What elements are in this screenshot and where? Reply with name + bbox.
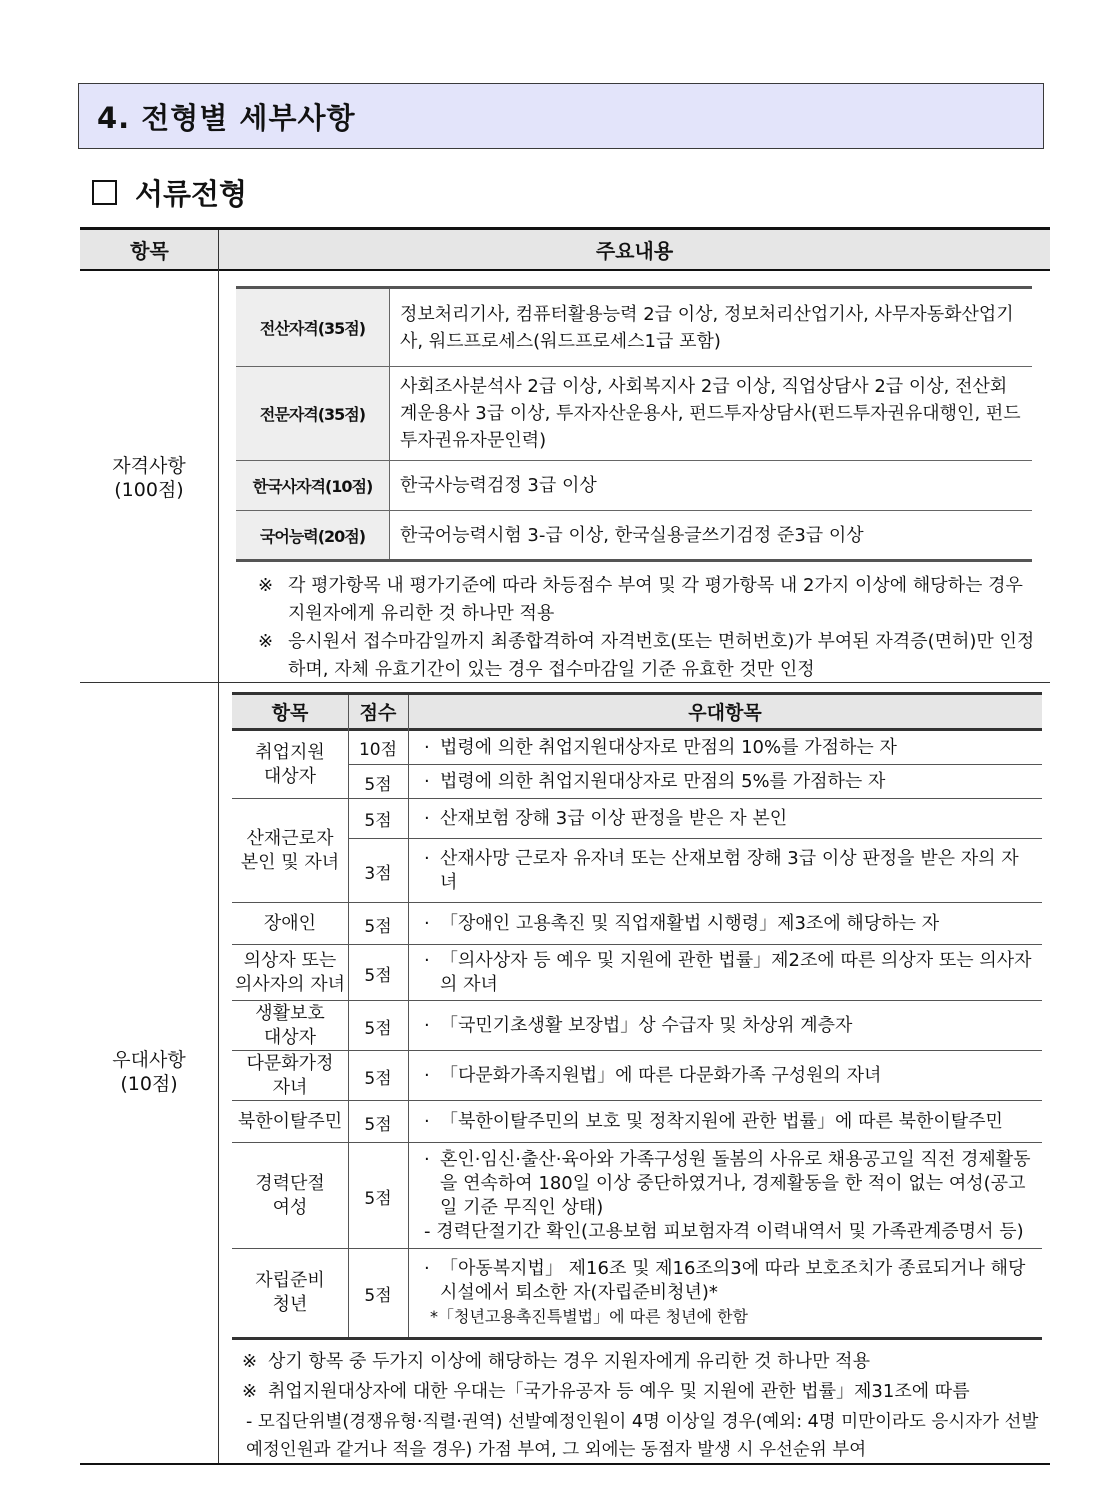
preference-desc: 「다문화가족지원법」에 따른 다문화가족 구성원의 자녀 [440, 1065, 882, 1086]
preference-desc-cell [424, 1143, 1034, 1249]
preference-score: 5점 [364, 965, 392, 986]
qualification-row-value: 사회조사분석사 2급 이상, 사회복지사 2급 이상, 직업상담사 2급 이상, 전산회계운용사 3급 이상, 투자자산운용사, 펀드투자상담사(펀드투자권유대행인, 펀드투자권유자문인력) [400, 376, 1021, 451]
preference-desc: 「국민기초생활 보장법」상 수급자 및 차상위 계층자 [440, 1015, 853, 1036]
qualification-row-label: 국어능력(20점) [236, 511, 390, 559]
preference-desc-cell [424, 799, 1034, 838]
section-title: 4. 전형별 세부사항 [78, 83, 1044, 149]
bullet-icon: · [424, 807, 430, 829]
bullet-icon: · [424, 1015, 430, 1036]
qualification-row [236, 367, 1032, 461]
preference-desc: 「장애인 고용촉진 및 직업재활법 시행령」제3조에 해당하는 자 [440, 913, 940, 934]
bullet-icon: · [424, 1065, 430, 1086]
preference-desc: 「아동복지법」 제16조 및 제16조의3에 따라 보호조치가 종료되거나 해당시설에서 퇴소한 자(자립준비청년)* [440, 1258, 1026, 1303]
note-mark: ※ [258, 575, 274, 596]
preference-desc-cell [424, 839, 1034, 903]
header-content: 주요내용 [595, 239, 674, 263]
preference-item-name: 자립준비 청년 [255, 1270, 325, 1315]
preference-score: 3점 [364, 863, 392, 884]
preference-item-name: 북한이탈주민 [237, 1110, 343, 1132]
preference-score: 5점 [364, 774, 392, 795]
preference-sub-row [348, 799, 1042, 839]
bullet-icon: · [424, 848, 430, 869]
preference-sub-row [348, 731, 1042, 765]
preference-note [242, 1348, 1042, 1376]
preference-desc: 산재보험 장해 3급 이상 판정을 받은 자 본인 [440, 807, 788, 829]
preference-row [232, 945, 1042, 1001]
qualification-note [258, 628, 1044, 684]
preference-sub-row [348, 839, 1042, 903]
preference-row [232, 1249, 1042, 1337]
preference-desc: 산재사망 근로자 유자녀 또는 산재보험 장해 3급 이상 판정을 받은 자의 자녀 [440, 848, 1019, 893]
preference-extra: *「청년고용촉진특별법」에 따른 청년에 한함 [430, 1307, 749, 1326]
qualification-row [236, 289, 1032, 367]
bullet-icon: · [424, 913, 430, 934]
preference-label-name: 우대사항 [112, 1049, 186, 1071]
preference-row [232, 1001, 1042, 1051]
preference-desc: 법령에 의한 취업지원대상자로 만점의 10%를 가점하는 자 [440, 736, 897, 758]
preference-table [232, 692, 1042, 1340]
note-mark: ※ [258, 631, 274, 652]
header-item: 항목 [130, 239, 169, 263]
note-text: 응시원서 접수마감일까지 최종합격하여 자격번호(또는 면허번호)가 부여된 자격증(면허)만 인정하며, 자체 유효기간이 있는 경우 접수마감일 기준 유효한 것만 인정 [288, 631, 1035, 680]
bullet-icon: · [424, 1111, 430, 1132]
preference-desc-cell [424, 903, 1034, 945]
preference-score: 5점 [364, 1068, 392, 1089]
preference-sub-row [348, 1249, 1042, 1337]
qualification-label-name: 자격사항 [112, 455, 186, 477]
preference-desc-cell [424, 1101, 1034, 1143]
qualification-note [258, 572, 1044, 628]
bullet-icon: · [424, 771, 430, 792]
preference-score: 5점 [364, 916, 392, 937]
preference-row [232, 903, 1042, 945]
preference-score: 5점 [364, 1188, 392, 1209]
preference-item-name: 의상자 또는 의사자의 자녀 [234, 949, 346, 995]
preference-label [80, 1048, 218, 1096]
preference-desc: 「북한이탈주민의 보호 및 정착지원에 관한 법률」에 따른 북한이탈주민 [440, 1111, 1003, 1132]
preference-desc-cell [424, 1249, 1034, 1337]
pref-header-item: 항목 [271, 702, 309, 724]
preference-item-name: 장애인 [263, 912, 317, 934]
main-table-header [80, 230, 1050, 271]
qualification-label [80, 454, 218, 502]
qualification-row-label: 한국사자격(10점) [236, 461, 390, 510]
note-text: 상기 항목 중 두가지 이상에 해당하는 경우 지원자에게 유리한 것 하나만 적용 [268, 1351, 870, 1372]
note-mark: ※ [242, 1351, 258, 1372]
bullet-icon: · [424, 950, 430, 971]
preference-sub-row [348, 1101, 1042, 1143]
qualification-row [236, 461, 1032, 511]
note-text: 각 평가항목 내 평가기준에 따라 차등점수 부여 및 각 평가항목 내 2가지 이상에 해당하는 경우 지원자에게 유리한 것 하나만 적용 [288, 575, 1023, 624]
preference-score: 10점 [358, 740, 398, 760]
note-mark: ※ [242, 1381, 258, 1402]
qualification-row [236, 511, 1032, 559]
preference-row [232, 1143, 1042, 1249]
qualification-row-value: 한국어능력시험 3-급 이상, 한국실용글쓰기검정 준3급 이상 [400, 524, 864, 546]
preference-table-header [232, 695, 1042, 731]
preference-desc: 법령에 의한 취업지원대상자로 만점의 5%를 가점하는 자 [440, 771, 886, 792]
preference-sub-row [348, 1143, 1042, 1249]
preference-sub-row [348, 765, 1042, 799]
bullet-icon: · [424, 736, 430, 758]
preference-item-name: 다문화가정 자녀 [246, 1052, 334, 1098]
preference-item-name: 취업지원 대상자 [255, 741, 325, 787]
preference-desc: 「의사상자 등 예우 및 지원에 관한 법률」제2조에 따른 의상자 또는 의사자의 자녀 [440, 950, 1032, 995]
preference-desc-cell [424, 1001, 1034, 1051]
preference-sub-row [348, 1051, 1042, 1101]
preference-item-name: 산재근로자 본인 및 자녀 [240, 827, 340, 873]
pref-header-score: 점수 [359, 702, 397, 724]
preference-row [232, 1101, 1042, 1143]
pref-header-desc: 우대항목 [688, 702, 762, 724]
preference-desc-cell [424, 765, 1034, 799]
preference-score: 5점 [364, 1018, 392, 1039]
qualification-row-label: 전산자격(35점) [236, 289, 390, 366]
preference-item-name: 생활보호 대상자 [255, 1002, 325, 1048]
preference-row [232, 1051, 1042, 1101]
preference-sub-row [348, 945, 1042, 1001]
checkbox-square-icon [92, 180, 117, 205]
preference-extra: - 경력단절기간 확인(고용보험 피보험자격 이력내역서 및 가족관계증명서 등) [424, 1221, 1024, 1242]
preference-item-name: 경력단절 여성 [255, 1172, 325, 1218]
column-divider [218, 230, 219, 1463]
preference-dash-note: - 모집단위별(경쟁유형·직렬·권역) 선발예정인원이 4명 이상일 경우(예외: 4명 미만이라도 응시자가 선발예정인원과 같거나 적을 경우) 가점 부여, 그 외에는 동점자 발생 시 우선순위 부여 [246, 1412, 1039, 1460]
sub-title-text: 서류전형 [135, 176, 248, 211]
preference-desc-cell [424, 1051, 1034, 1101]
qualification-row-value: 정보처리기사, 컴퓨터활용능력 2급 이상, 정보처리산업기사, 사무자동화산업기사, 워드프로세스(워드프로세스1급 포함) [400, 303, 1014, 352]
sub-title [92, 172, 247, 212]
preference-desc: 혼인·임신·출산·육아와 가족구성원 돌봄의 사유로 채용공고일 직전 경제활동을 연속하여 180일 이상 중단하였거나, 경제활동을 한 적이 없는 여성(공고일 기준 무직인 상태) [440, 1149, 1031, 1218]
preference-desc-cell [424, 945, 1034, 1001]
bullet-icon: · [424, 1149, 430, 1170]
preference-sub-row [348, 1001, 1042, 1051]
qualification-table [236, 286, 1032, 562]
qualification-row-label: 전문자격(35점) [236, 367, 390, 460]
bullet-icon: · [424, 1258, 430, 1279]
note-text: 취업지원대상자에 대한 우대는「국가유공자 등 예우 및 지원에 관한 법률」제31조에 따름 [268, 1381, 970, 1402]
qualification-row-value: 한국사능력검정 3급 이상 [400, 475, 597, 496]
preference-sub-row [348, 903, 1042, 945]
preference-score: 5점 [364, 1114, 392, 1135]
preference-row [232, 799, 1042, 903]
preference-desc-cell [424, 731, 1034, 764]
preference-score: 5점 [364, 811, 392, 831]
preference-label-points: (10점) [120, 1073, 178, 1095]
preference-row [232, 731, 1042, 799]
preference-score: 5점 [364, 1285, 392, 1306]
qualification-label-points: (100점) [114, 479, 184, 501]
preference-note [242, 1378, 1042, 1406]
